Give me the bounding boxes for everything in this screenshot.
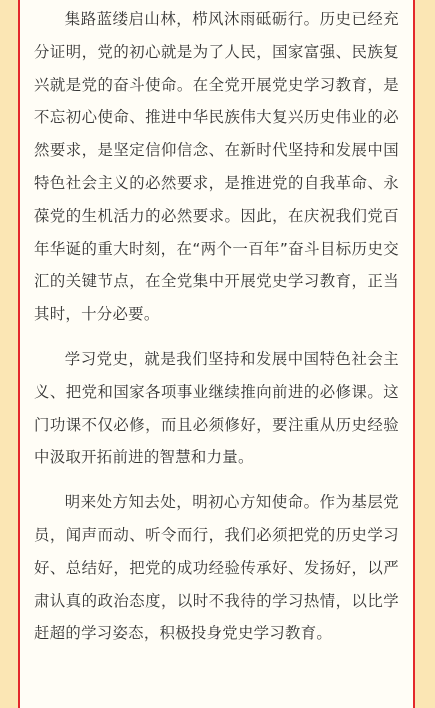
paragraph-1: 集路蓝缕启山林，栉风沐雨砥砺行。历史已经充分证明，党的初心就是为了人民，国家富强、民族复兴就是党的奋斗使命。在全党开展党史学习教育，是不忘初心使命、推进中华民族伟大复兴历史伟业的必然要求，是坚定信仰信念、在新时代坚持和发展中国特色社会主义的必然要求，是推进党的自我革命、永葆党的生机活力的必然要求。因此，在庆祝我们党百年华诞的重大时刻，在“两个一百年”奋斗目标历史交汇的关键节点，在全党集中开展党史学习教育，正当其时，十分必要。 — [34, 10, 399, 324]
paragraph-3: 明来处方知去处，明初心方知使命。作为基层党员，闻声而动、听令而行，我们必须把党的历史学习好、总结好，把党的成功经验传承好、发扬好，以严肃认真的政治态度，以时不我待的学习热情，以比学赶超的学习姿态，积极投身党史学习教育。 — [34, 493, 399, 643]
article-panel — [18, 0, 415, 708]
paragraph-2: 学习党史，就是我们坚持和发展中国特色社会主义、把党和国家各项事业继续推向前进的必修课。这门功课不仅必修，而且必须修好，要注重从历史经验中汲取开拓前进的智慧和力量。 — [34, 349, 399, 467]
